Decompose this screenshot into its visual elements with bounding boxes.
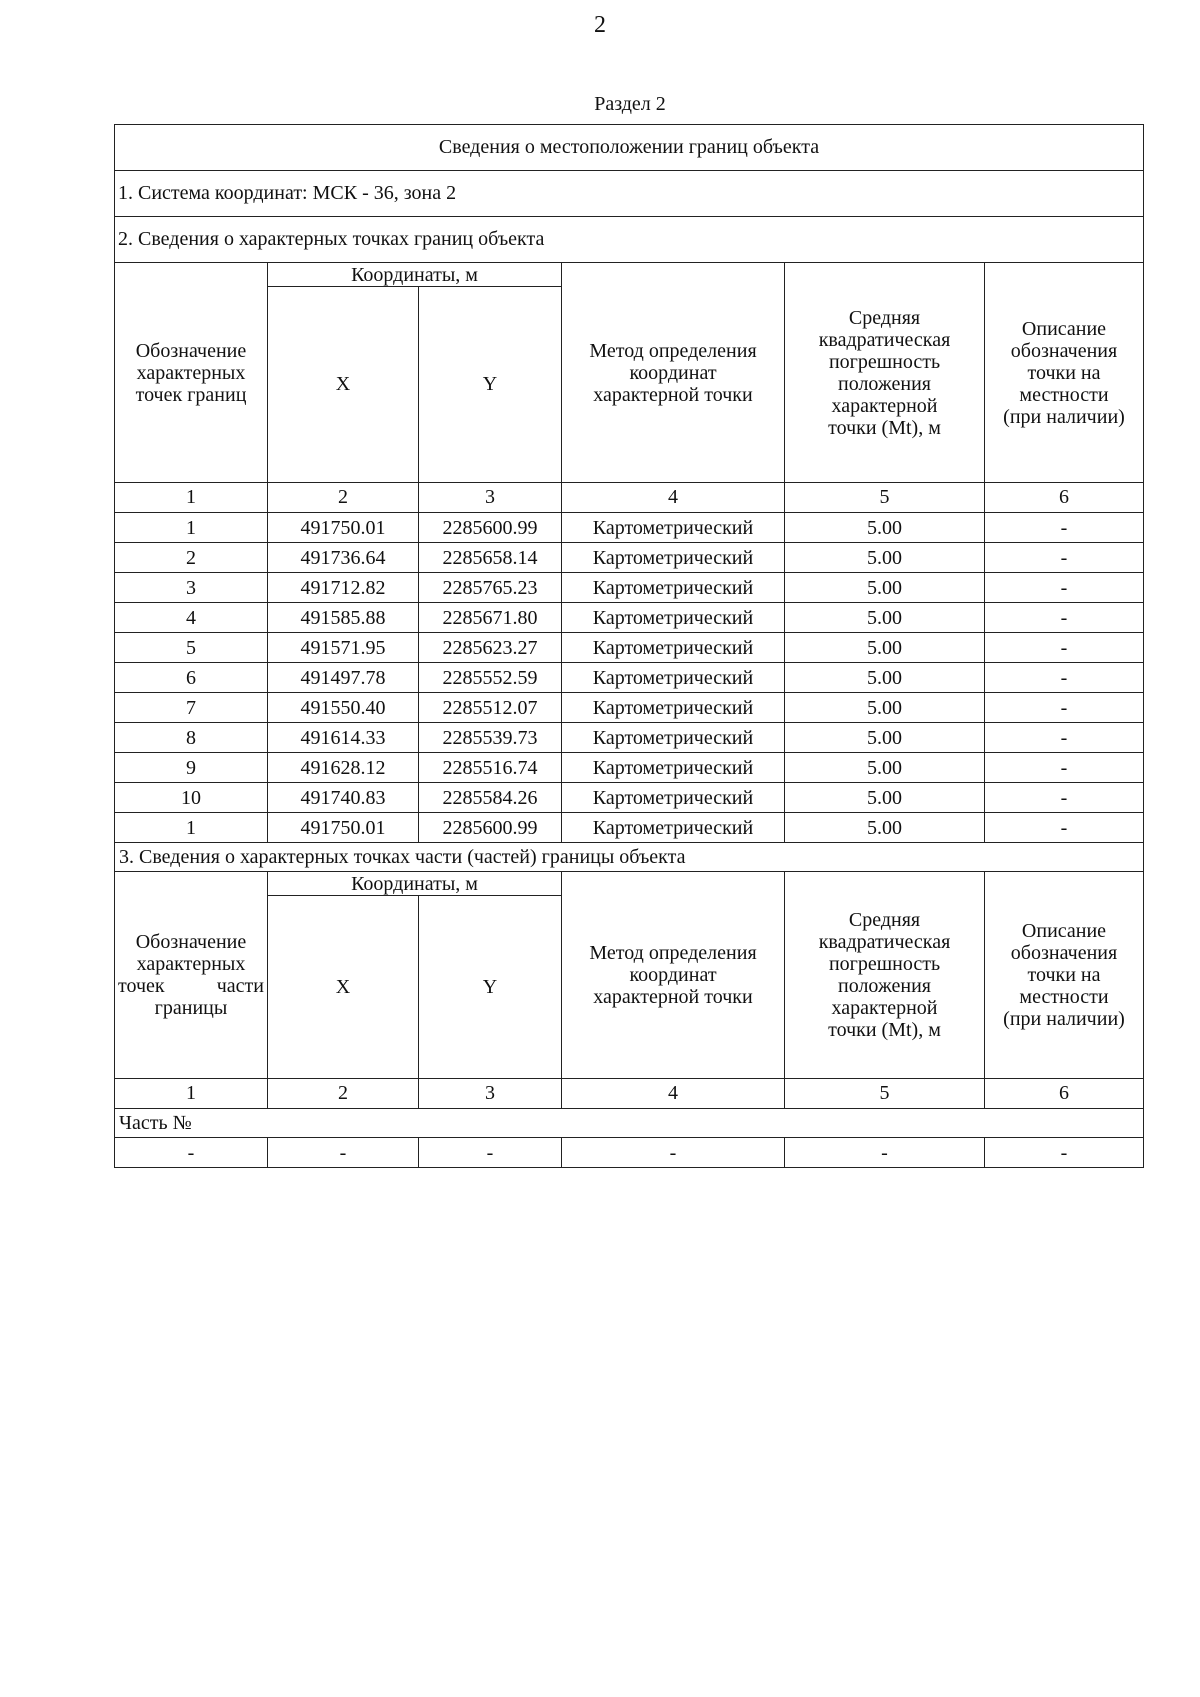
header-text-line: характерной точки (593, 383, 753, 406)
column-number: 3 (419, 483, 562, 513)
point-method: Картометрический (562, 813, 785, 843)
header-text-line: точек части (118, 975, 264, 997)
point-id: 1 (115, 513, 268, 543)
point-mt: 5.00 (785, 723, 985, 753)
point-y: 2285584.26 (419, 783, 562, 813)
header-x: X (268, 896, 419, 1079)
part-number-label: Часть № (115, 1109, 1144, 1138)
point-id: 8 (115, 723, 268, 753)
header-text-line: характерной точки (593, 986, 753, 1008)
table-row (115, 753, 1144, 783)
point-id: 5 (115, 633, 268, 663)
header-text-line: квадратическая (818, 931, 951, 953)
header-text-line: Средняя (848, 909, 921, 931)
coordinate-system: 1. Система координат: МСК - 36, зона 2 (115, 171, 1144, 217)
header-text-line: Обозначение (135, 339, 247, 362)
table-row (115, 573, 1144, 603)
point-y: 2285600.99 (419, 513, 562, 543)
point-description: - (985, 543, 1144, 573)
part3-title: 3. Сведения о характерных точках части (частей) границы объекта (115, 843, 1144, 872)
column-number: 5 (785, 483, 985, 513)
header-text-line: точек границ (135, 383, 247, 406)
header-text-line: характерной (831, 394, 938, 417)
header-method (562, 263, 785, 483)
point-method: Картометрический (562, 573, 785, 603)
column-number: 2 (268, 483, 419, 513)
header-text-line: погрешность (828, 350, 941, 373)
header-point-designation (115, 263, 268, 483)
header-text-line: местности (1019, 383, 1109, 406)
header-x: X (268, 287, 419, 483)
part-cell: - (115, 1138, 268, 1168)
point-id: 10 (115, 783, 268, 813)
header-method (562, 872, 785, 1079)
point-description: - (985, 663, 1144, 693)
header-text-line: Описание (1021, 317, 1107, 340)
header-text-line: положения (838, 975, 931, 997)
point-y: 2285623.27 (419, 633, 562, 663)
part-cell: - (562, 1138, 785, 1168)
column-number: 4 (562, 483, 785, 513)
table-row (115, 663, 1144, 693)
point-method: Картометрический (562, 723, 785, 753)
point-description: - (985, 513, 1144, 543)
header-text-line: Средняя (848, 306, 921, 329)
point-id: 1 (115, 813, 268, 843)
header-text-line: точки (Mt), м (828, 1019, 941, 1041)
header-text-line: обозначения (1010, 942, 1118, 964)
point-x: 491712.82 (268, 573, 419, 603)
header-text-line: координат (629, 964, 717, 986)
point-x: 491750.01 (268, 513, 419, 543)
column-number: 6 (985, 483, 1144, 513)
header-coordinates-group: Координаты, м (268, 263, 562, 287)
table-row (115, 783, 1144, 813)
point-description: - (985, 723, 1144, 753)
header-part-point-designation (115, 872, 268, 1079)
point-description: - (985, 783, 1144, 813)
point-mt: 5.00 (785, 513, 985, 543)
table-row (115, 513, 1144, 543)
point-y: 2285600.99 (419, 813, 562, 843)
point-mt: 5.00 (785, 573, 985, 603)
table-row (115, 1138, 1144, 1168)
table-title: Сведения о местоположении границ объекта (115, 125, 1144, 171)
header-coordinates-group: Координаты, м (268, 872, 562, 896)
point-id: 6 (115, 663, 268, 693)
header-text-line: Метод определения (589, 942, 757, 964)
point-id: 3 (115, 573, 268, 603)
page-number: 2 (594, 12, 606, 38)
table-row (115, 633, 1144, 663)
point-description: - (985, 633, 1144, 663)
point-method: Картометрический (562, 693, 785, 723)
header-y: Y (419, 287, 562, 483)
point-method: Картометрический (562, 783, 785, 813)
point-id: 9 (115, 753, 268, 783)
point-mt: 5.00 (785, 753, 985, 783)
header-description (985, 263, 1144, 483)
header-text-line: точки (Mt), м (828, 416, 941, 439)
point-y: 2285552.59 (419, 663, 562, 693)
section-title: Раздел 2 (594, 93, 666, 115)
header-text-line: погрешность (828, 953, 941, 975)
point-method: Картометрический (562, 633, 785, 663)
part-cell: - (985, 1138, 1144, 1168)
point-method: Картометрический (562, 513, 785, 543)
header-text-line: характерной (831, 997, 938, 1019)
header-text-line: (при наличии) (1003, 1008, 1125, 1030)
point-x: 491628.12 (268, 753, 419, 783)
point-x: 491750.01 (268, 813, 419, 843)
header-text-line: квадратическая (818, 328, 951, 351)
header-text-line: точки на (1027, 361, 1101, 384)
header-text-line: характерных (136, 361, 246, 384)
point-id: 4 (115, 603, 268, 633)
header-text-line: (при наличии) (1003, 405, 1125, 428)
header-text-line: Обозначение (135, 931, 247, 953)
table-row (115, 543, 1144, 573)
point-x: 491740.83 (268, 783, 419, 813)
point-x: 491497.78 (268, 663, 419, 693)
column-number: 5 (785, 1079, 985, 1109)
header-mean-square-error (785, 263, 985, 483)
column-number: 3 (419, 1079, 562, 1109)
point-y: 2285765.23 (419, 573, 562, 603)
point-y: 2285539.73 (419, 723, 562, 753)
point-mt: 5.00 (785, 543, 985, 573)
point-description: - (985, 813, 1144, 843)
point-description: - (985, 603, 1144, 633)
point-x: 491585.88 (268, 603, 419, 633)
point-method: Картометрический (562, 603, 785, 633)
point-y: 2285658.14 (419, 543, 562, 573)
header-text-line: Описание (1021, 920, 1107, 942)
point-mt: 5.00 (785, 693, 985, 723)
header-text-line: обозначения (1010, 339, 1118, 362)
header-mean-square-error (785, 872, 985, 1079)
column-number: 1 (115, 483, 268, 513)
part-cell: - (419, 1138, 562, 1168)
point-mt: 5.00 (785, 603, 985, 633)
header-text-line: точки на (1027, 964, 1101, 986)
point-y: 2285671.80 (419, 603, 562, 633)
header-text-line: Метод определения (589, 339, 757, 362)
point-method: Картометрический (562, 663, 785, 693)
point-description: - (985, 753, 1144, 783)
header-text-line: характерных (136, 953, 246, 975)
boundary-table (114, 124, 1144, 1168)
column-number: 6 (985, 1079, 1144, 1109)
point-y: 2285516.74 (419, 753, 562, 783)
part2-title: 2. Сведения о характерных точках границ объекта (115, 217, 1144, 263)
column-number: 4 (562, 1079, 785, 1109)
header-description (985, 872, 1144, 1079)
column-number: 2 (268, 1079, 419, 1109)
header-text-line: координат (629, 361, 717, 384)
point-id: 2 (115, 543, 268, 573)
point-x: 491571.95 (268, 633, 419, 663)
point-x: 491736.64 (268, 543, 419, 573)
point-method: Картометрический (562, 753, 785, 783)
column-number: 1 (115, 1079, 268, 1109)
header-text-line: границы (154, 997, 228, 1019)
header-text-line: положения (838, 372, 931, 395)
point-x: 491614.33 (268, 723, 419, 753)
point-mt: 5.00 (785, 813, 985, 843)
point-mt: 5.00 (785, 663, 985, 693)
point-mt: 5.00 (785, 633, 985, 663)
table-row (115, 813, 1144, 843)
point-y: 2285512.07 (419, 693, 562, 723)
point-id: 7 (115, 693, 268, 723)
point-x: 491550.40 (268, 693, 419, 723)
part-cell: - (785, 1138, 985, 1168)
part-cell: - (268, 1138, 419, 1168)
table-row (115, 603, 1144, 633)
point-method: Картометрический (562, 543, 785, 573)
header-y: Y (419, 896, 562, 1079)
table-row (115, 693, 1144, 723)
header-text-line: местности (1019, 986, 1109, 1008)
table-row (115, 723, 1144, 753)
point-mt: 5.00 (785, 783, 985, 813)
point-description: - (985, 573, 1144, 603)
point-description: - (985, 693, 1144, 723)
